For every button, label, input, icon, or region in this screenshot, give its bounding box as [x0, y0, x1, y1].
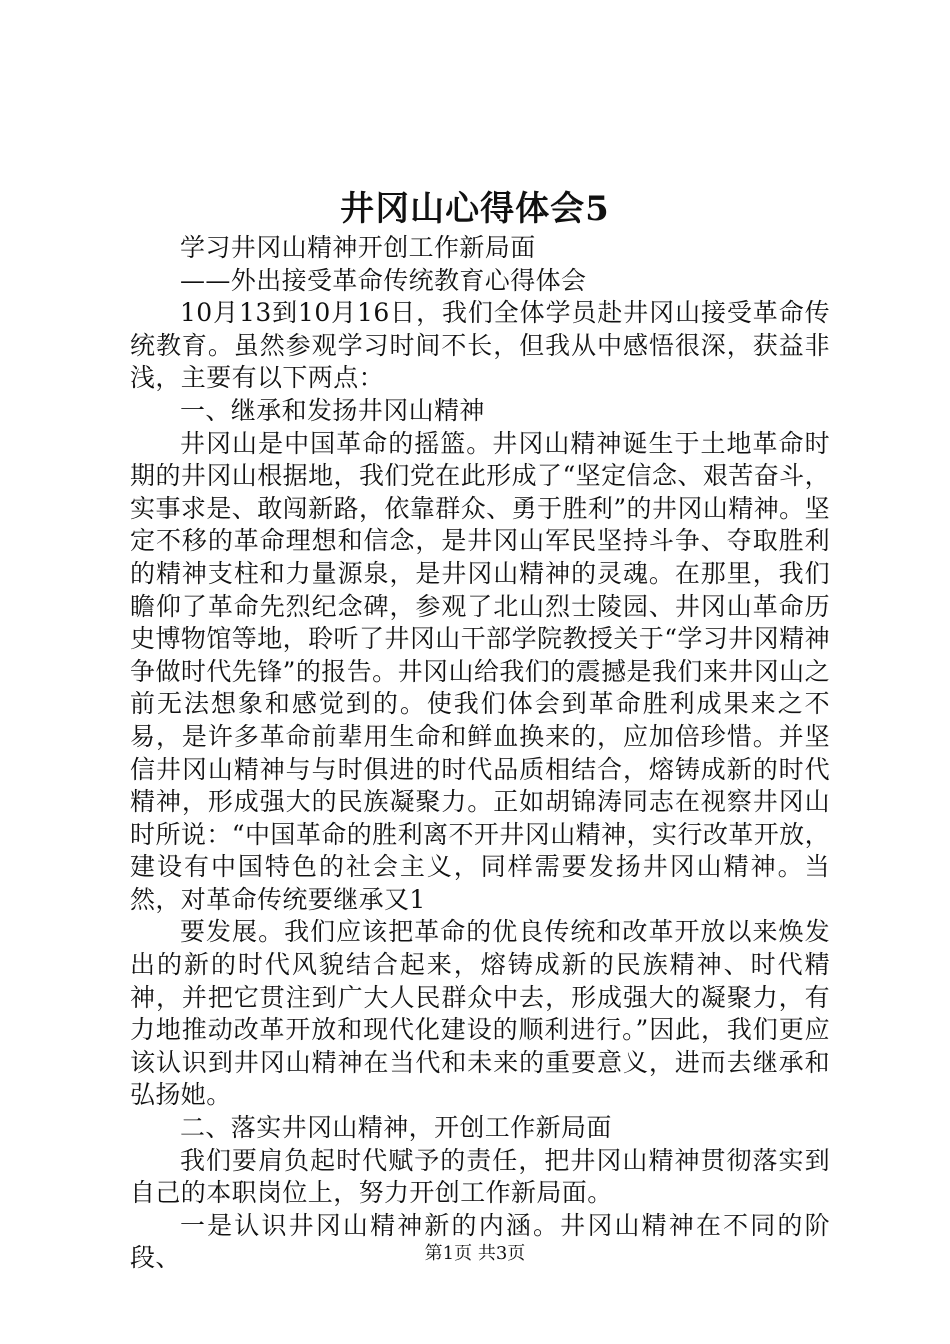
subtitle-subline: ——外出接受革命传统教育心得体会 — [180, 265, 587, 295]
section-heading: 一、继承和发扬井冈山精神 — [180, 395, 485, 425]
paragraph: 10月13到10月16日，我们全体学员赴井冈山接受革命传统教育。虽然参观学习时间不长，但我从中感悟很深，获益非浅，主要有以下两点： — [130, 298, 830, 393]
subtitle-line: 学习井冈山精神开创工作新局面 — [180, 233, 536, 262]
paragraph: 我们要肩负起时代赋予的责任，把井冈山精神贯彻落实到自己的本职岗位上，努力开创工作新局面。 — [130, 1145, 830, 1208]
paragraph: 要发展。我们应该把革命的优良传统和改革开放以来焕发出的新的时代风貌结合起来，熔铸成新的民族精神、时代精神，并把它贯注到广大人民群众中去，形成强大的凝聚力，有力地推动改革开放和现代化建设的顺利进行。”因此，我们更应该认识到井冈山精神在当代和未来的重要意义，进而去继承和弘扬她。 — [130, 917, 830, 1110]
paragraph: 井冈山是中国革命的摇篮。井冈山精神诞生于土地革命时期的井冈山根据地，我们党在此形成了“坚定信念、艰苦奋斗，实事求是、敢闯新路，依靠群众、勇于胜利”的井冈山精神。坚定不移的革命理想和信念，是井冈山军民坚持斗争、夺取胜利的精神支柱和力量源泉，是井冈山精神的灵魂。在那里，我们瞻仰了革命先烈纪念碑，参观了北山烈士陵园、井冈山革命历史博物馆等地，聆听了井冈山干部学院教授关于“学习井冈精神争做时代先锋”的报告。井冈山给我们的震撼是我们来井冈山之前无法想象和感觉到的。使我们体会到革命胜利成果来之不易，是许多革命前辈用生命和鲜血换来的，应加倍珍惜。并坚信井冈山精神与与时俱进的时代品质相结合，熔铸成新的时代精神，形成强大的民族凝聚力。正如胡锦涛同志在视察井冈山时所说：“中国革命的胜利离不开井冈山精神，实行改革开放，建设有中国特色的社会主义，同样需要发扬井冈山精神。当然，对革命传统要继承又1 — [130, 428, 830, 914]
section-heading: 二、落实井冈山精神，开创工作新局面 — [180, 1113, 612, 1143]
page-footer: 第1页 共3页 — [424, 1243, 526, 1264]
paragraph: 一是认识井冈山精神新的内涵。井冈山精神在不同的阶段、 — [130, 1210, 830, 1273]
document-body — [130, 232, 830, 1275]
document-title: 井冈山心得体会5 — [340, 189, 610, 229]
